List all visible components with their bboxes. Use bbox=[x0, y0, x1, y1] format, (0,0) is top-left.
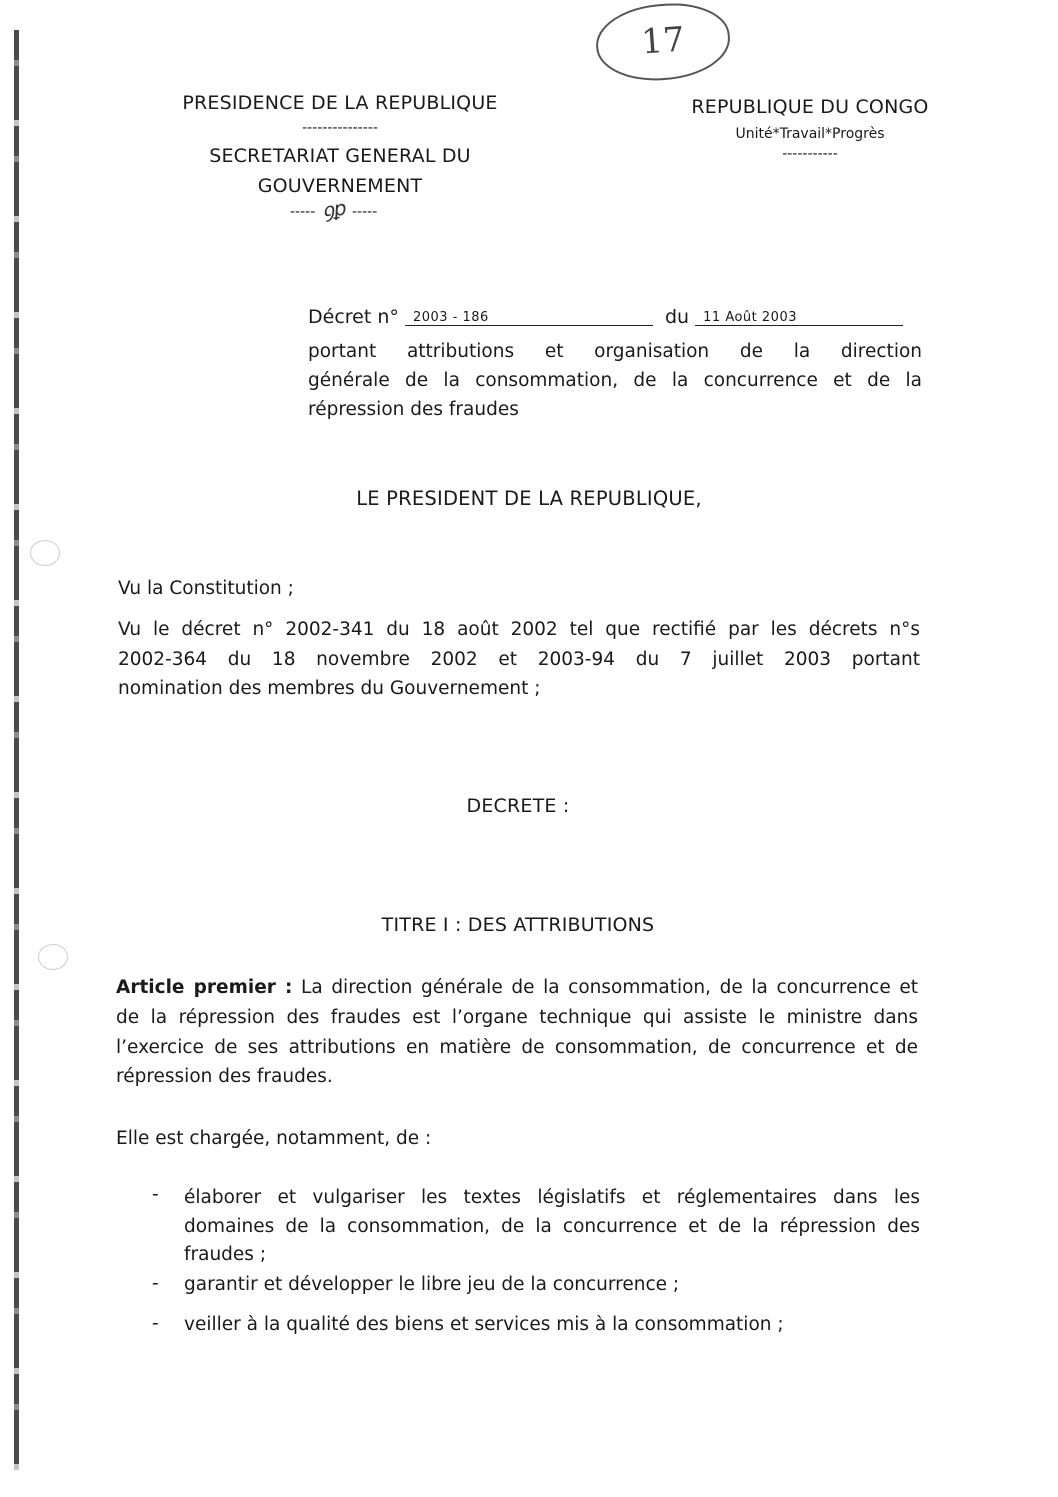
list-item: veiller à la qualité des biens et services mis à la consommation ; bbox=[184, 1314, 784, 1335]
header-separator: ----- bbox=[352, 204, 378, 220]
list-item: garantir et développer le libre jeu de la concurrence ; bbox=[184, 1274, 680, 1295]
punch-hole bbox=[30, 540, 60, 566]
header-presidence: PRESIDENCE DE LA REPUBLIQUE bbox=[182, 92, 498, 114]
header-motto: Unité*Travail*Progrès bbox=[735, 126, 885, 142]
decree-number-value: 2003 - 186 bbox=[405, 310, 653, 326]
article1-text: La direction générale de la consommation, de la concurrence et bbox=[292, 977, 918, 998]
charged-intro: Elle est chargée, notamment, de : bbox=[116, 1128, 432, 1149]
article1-line: répression des fraudes. bbox=[116, 1066, 333, 1087]
header-separator: ----------- bbox=[782, 146, 838, 162]
visa-constitution: Vu la Constitution ; bbox=[118, 578, 294, 599]
article1-line bbox=[116, 973, 918, 1003]
visa-decree-line: nomination des membres du Gouvernement ; bbox=[118, 678, 541, 699]
header-gouvernement: GOUVERNEMENT bbox=[257, 175, 423, 197]
header-separator: --------------- bbox=[302, 120, 378, 136]
list-bullet: - bbox=[152, 1313, 159, 1334]
president-heading: LE PRESIDENT DE LA REPUBLIQUE, bbox=[356, 487, 702, 510]
visa-decree-line: 2002-364 du 18 novembre 2002 et 2003-94 du 7 juillet 2003 portant bbox=[118, 649, 920, 670]
title-attributions: TITRE I : DES ATTRIBUTIONS bbox=[381, 914, 655, 936]
list-item-line: domaines de la consommation, de la concurrence et de la répression des bbox=[184, 1216, 920, 1237]
decree-subject-line: répression des fraudes bbox=[308, 399, 519, 420]
list-bullet: - bbox=[152, 1184, 159, 1205]
decree-date-value: 11 Août 2003 bbox=[695, 310, 903, 326]
punch-hole bbox=[38, 944, 68, 970]
decrete-heading: DECRETE : bbox=[466, 795, 570, 817]
handwritten-page-number: 17 bbox=[594, 0, 733, 85]
decree-number-line bbox=[308, 306, 903, 328]
article1-line: de la répression des fraudes est l’organe technique qui assiste le ministre dans bbox=[116, 1007, 918, 1028]
article1-label: Article premier : bbox=[116, 977, 293, 998]
header-secretariat: SECRETARIAT GENERAL DU bbox=[209, 145, 471, 167]
decree-number-label: Décret n° bbox=[308, 306, 399, 328]
decree-date-label: du bbox=[664, 306, 690, 328]
decree-subject-line: portant attributions et organisation de la direction bbox=[308, 341, 922, 362]
handwritten-initials: ꝯꝑ bbox=[320, 195, 349, 223]
decree-subject-line: générale de la consommation, de la concurrence et de la bbox=[308, 370, 922, 391]
article1-line: l’exercice de ses attributions en matière de consommation, de concurrence et de bbox=[116, 1037, 918, 1058]
list-item-line: élaborer et vulgariser les textes législatifs et réglementaires dans les bbox=[184, 1187, 920, 1208]
list-bullet: - bbox=[152, 1273, 159, 1294]
list-item-line: fraudes ; bbox=[184, 1244, 267, 1265]
header-republique-congo: REPUBLIQUE DU CONGO bbox=[691, 96, 929, 118]
visa-decree-line: Vu le décret n° 2002-341 du 18 août 2002 tel que rectifié par les décrets n°s bbox=[118, 619, 920, 640]
header-separator: ----- bbox=[290, 204, 316, 220]
scan-binding-edge bbox=[14, 30, 19, 1470]
